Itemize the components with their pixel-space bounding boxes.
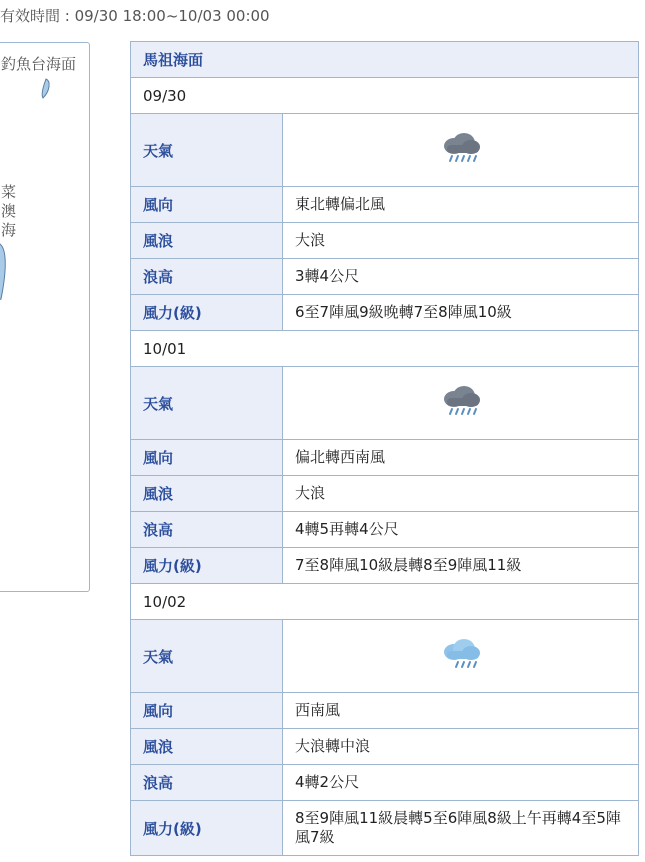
wave-value: 大浪轉中浪 <box>283 729 639 765</box>
wave-label: 風浪 <box>131 729 283 765</box>
weather-label: 天氣 <box>131 620 283 693</box>
map-area-label[interactable]: 釣魚台海面 <box>1 55 77 73</box>
wave-label: 風浪 <box>131 476 283 512</box>
valid-time-text: 有效時間 : 09/30 18:00~10/03 00:00 <box>0 7 270 25</box>
wave-value: 大浪 <box>283 476 639 512</box>
wind-direction-value: 西南風 <box>283 693 639 729</box>
map-region-mark[interactable] <box>0 239 13 309</box>
map-area-label[interactable]: 菜澳海 <box>1 183 17 239</box>
wind-direction-label: 風向 <box>131 693 283 729</box>
map-region-mark[interactable] <box>37 77 53 101</box>
wave-value: 大浪 <box>283 223 639 259</box>
wind-force-label: 風力(級) <box>131 548 283 584</box>
wave-label: 風浪 <box>131 223 283 259</box>
wind-force-label: 風力(級) <box>131 295 283 331</box>
rain-cloud-dark-icon <box>439 131 483 165</box>
wind-direction-label: 風向 <box>131 187 283 223</box>
map-panel[interactable] <box>0 42 90 592</box>
wind-direction-value: 偏北轉西南風 <box>283 440 639 476</box>
wave-height-value: 4轉5再轉4公尺 <box>283 512 639 548</box>
wave-height-value: 4轉2公尺 <box>283 765 639 801</box>
forecast-date: 10/01 <box>131 331 639 367</box>
wave-height-label: 浪高 <box>131 765 283 801</box>
wind-force-value: 6至7陣風9級晚轉7至8陣風10級 <box>283 295 639 331</box>
wave-height-label: 浪高 <box>131 512 283 548</box>
wave-height-value: 3轉4公尺 <box>283 259 639 295</box>
wind-force-value: 7至8陣風10級晨轉8至9陣風11級 <box>283 548 639 584</box>
wind-force-label: 風力(級) <box>131 801 283 856</box>
forecast-date: 09/30 <box>131 78 639 114</box>
rain-cloud-light-icon <box>439 637 483 671</box>
forecast-date: 10/02 <box>131 584 639 620</box>
weather-label: 天氣 <box>131 114 283 187</box>
weather-label: 天氣 <box>131 367 283 440</box>
rain-cloud-dark-icon <box>439 384 483 418</box>
wind-direction-value: 東北轉偏北風 <box>283 187 639 223</box>
area-title: 馬祖海面 <box>131 42 639 78</box>
marine-forecast-table <box>130 41 639 856</box>
wave-height-label: 浪高 <box>131 259 283 295</box>
wind-force-value: 8至9陣風11級晨轉5至6陣風8級上午再轉4至5陣風7級 <box>283 801 639 856</box>
wind-direction-label: 風向 <box>131 440 283 476</box>
